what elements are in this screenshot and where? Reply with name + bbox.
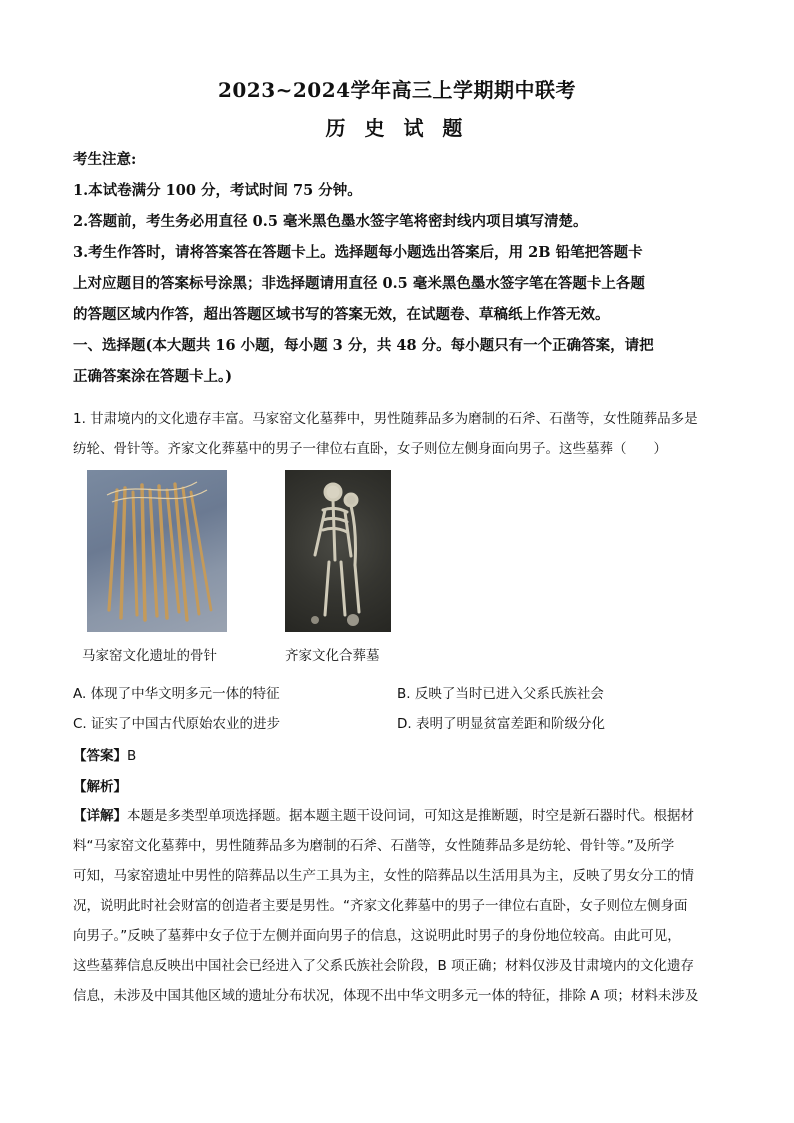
section-heading: 一、选择题(本大题共 16 小题，每小题 3 分，共 48 分。每小题只有一个正确答案，请把 bbox=[73, 337, 654, 354]
explanation-line: 【详解】本题是多类型单项选择题。据本题主题干设问词，可知这是推断题，时空是新石器时代。根据材 bbox=[73, 808, 694, 824]
explanation-line: 这些墓葬信息反映出中国社会已经进入了父系氏族社会阶段，B 项正确；材料仅涉及甘肃境内的文化遗存 bbox=[73, 958, 695, 974]
joint-burial-photo bbox=[285, 470, 391, 632]
image1-caption: 马家窑文化遗址的骨针 bbox=[82, 648, 217, 664]
question-line: 纺轮、骨针等。齐家文化葬墓中的男子一律位右直卧，女子则位左侧身面向男子。这些墓葬（ ） bbox=[73, 441, 667, 457]
bone-needles-photo bbox=[87, 470, 227, 632]
question-1-stem bbox=[73, 404, 723, 464]
notice-line: 上对应题目的答案标号涂黑；非选择题请用直径 0.5 毫米黑色墨水签字笔在答题卡上各题 bbox=[73, 275, 645, 292]
answer-label: 【答案】 bbox=[73, 748, 127, 764]
notice-line: 3.考生作答时，请将答案答在答题卡上。选择题每小题选出答案后，用 2B 铅笔把答题卡 bbox=[73, 244, 643, 261]
explanation-line: 料“马家窑文化墓葬中，男性随葬品多为磨制的石斧、石凿等，女性随葬品多是纺轮、骨针等。”及所学 bbox=[73, 838, 675, 854]
notice-line: 1.本试卷满分 100 分，考试时间 75 分钟。 bbox=[73, 182, 362, 199]
notice-line: 的答题区域内作答，超出答题区域书写的答案无效，在试题卷、草稿纸上作答无效。 bbox=[73, 306, 610, 323]
answer-value: B bbox=[127, 748, 137, 764]
detail-label: 【详解】 bbox=[73, 808, 127, 824]
explanation-line: 可知，马家窑遗址中男性的陪葬品以生产工具为主，女性的陪葬品以生活用具为主，反映了男女分工的情 bbox=[73, 868, 694, 884]
subject-title: 历 史 试 题 bbox=[325, 116, 469, 140]
explanation-line: 向男子。”反映了墓葬中女子位于左侧并面向男子的信息，这说明此时男子的身份地位较高。由此可见， bbox=[73, 928, 681, 944]
image2-caption: 齐家文化合葬墓 bbox=[285, 648, 380, 664]
explanation-line: 况，说明此时社会财富的创造者主要是男性。“齐家文化葬墓中的男子一律位右直卧，女子则位左侧身面 bbox=[73, 898, 688, 914]
notice-heading: 考生注意: bbox=[73, 151, 137, 168]
explanation bbox=[73, 801, 723, 1011]
section-heading-cont: 正确答案涂在答题卡上。) bbox=[73, 368, 233, 385]
answer-line bbox=[73, 744, 136, 764]
notice-line: 2.答题前，考生务必用直径 0.5 毫米黑色墨水签字笔将密封线内项目填写清楚。 bbox=[73, 213, 588, 230]
explanation-line: 信息，未涉及中国其他区域的遗址分布状况，体现不出中华文明多元一体的特征，排除 A 项；材料未涉及 bbox=[73, 988, 699, 1004]
question-line: 1. 甘肃境内的文化遗存丰富。马家窑文化墓葬中，男性随葬品多为磨制的石斧、石凿等，女性随葬品多是 bbox=[73, 411, 698, 427]
option-c: C. 证实了中国古代原始农业的进步 bbox=[73, 716, 281, 732]
analysis-line bbox=[73, 775, 127, 795]
option-b: B. 反映了当时已进入父系氏族社会 bbox=[397, 686, 604, 702]
notice-section bbox=[73, 144, 733, 392]
exam-title: 2023~2024学年高三上学期期中联考 bbox=[217, 78, 577, 102]
option-a: A. 体现了中华文明多元一体的特征 bbox=[73, 686, 280, 702]
option-d: D. 表明了明显贫富差距和阶级分化 bbox=[397, 716, 605, 732]
analysis-label: 【解析】 bbox=[73, 779, 127, 795]
